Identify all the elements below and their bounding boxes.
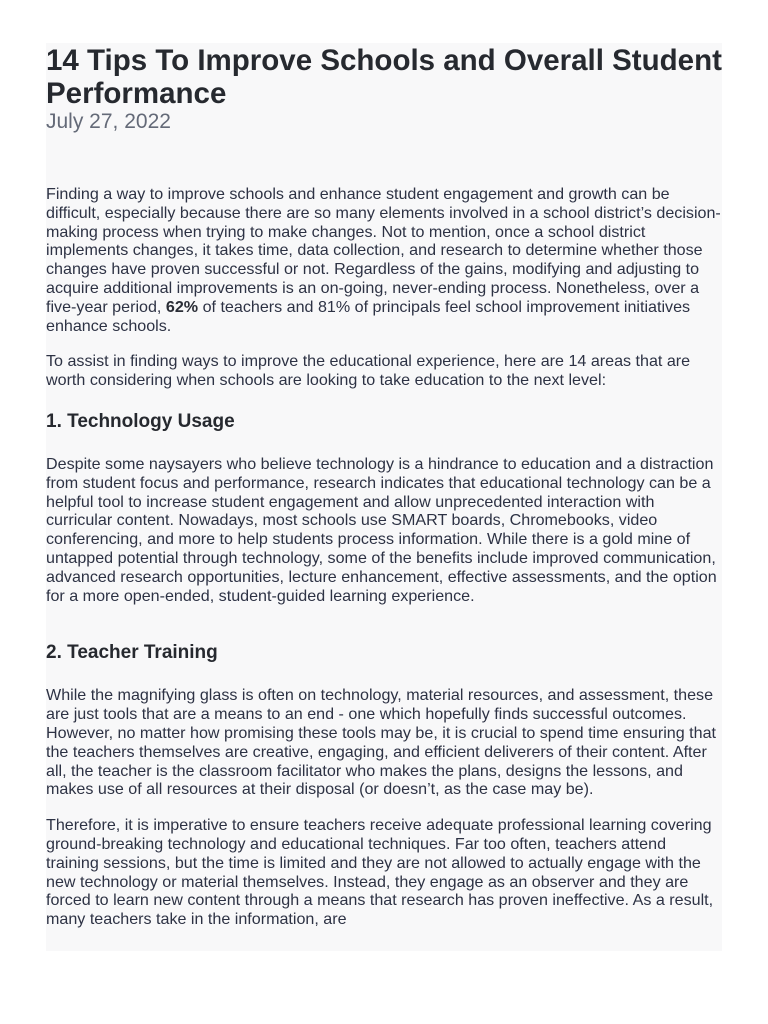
intro-text-start: Finding a way to improve schools and enhance student engagement and growth can be difficult, especially because there are so many elements involved in a school district’s decision-making process when trying to make changes. Not to mention, once a school district implements changes, it takes time, data collection, and research to determine whether those changes have proven successful or not. Regardless of the gains, modifying and adjusting to acquire additional improvements is an on-going, never-ending process. Nonetheless, over a five-year period, xyxy=(46,185,721,316)
technology-usage-paragraph: Despite some naysayers who believe technology is a hindrance to education and a distraction from student focus and performance, research indicates that educational technology can be a helpful tool to increase student engagement and allow unprecedented interaction with curricular content. Nowadays, most schools use SMART boards, Chromebooks, video conferencing, and more to help students process information. While there is a gold mine of untapped potential through technology, some of the benefits include improved communication, advanced research opportunities, lecture enhancement, effective assessments, and the option for a more open-ended, student-guided learning experience. xyxy=(46,454,717,605)
section-heading-teacher-training: 2. Teacher Training xyxy=(46,642,218,664)
teacher-training-paragraph-2: Therefore, it is imperative to ensure teachers receive adequate professional learning covering ground-breaking technology and educational techniques. Far too often, teachers attend training sessions, but the time is limited and they are not allowed to actually engage with the new technology or material themselves. Instead, they engage as an observer and they are forced to learn new content through a means that research has proven ineffective. As a result, many teachers take in the information, are xyxy=(46,816,714,929)
intro-paragraph xyxy=(46,185,722,335)
lead-in-paragraph: To assist in finding ways to improve the educational experience, here are 14 areas that are worth considering when schools are looking to take education to the next level: xyxy=(46,352,691,390)
intro-text-end: of teachers and 81% of principals feel school improvement initiatives enhance schools. xyxy=(46,297,691,335)
article-title: 14 Tips To Improve Schools and Overall Student Performance xyxy=(46,44,722,110)
intro-highlight-stat: 62% xyxy=(165,297,199,316)
teacher-training-paragraph-1: While the magnifying glass is often on technology, material resources, and assessment, these are just tools that are a means to an end - one which hopefully finds successful outcomes. However, no matter how promising these tools may be, it is crucial to spend time ensuring that the teachers themselves are creative, engaging, and efficient deliverers of their content. After all, the teacher is the classroom facilitator who makes the plans, designs the lessons, and makes use of all resources at their disposal (or doesn’t, as the case may be). xyxy=(46,686,716,799)
article-date: July 27, 2022 xyxy=(46,110,171,133)
section-heading-technology-usage: 1. Technology Usage xyxy=(46,410,235,432)
article-page xyxy=(46,43,722,951)
